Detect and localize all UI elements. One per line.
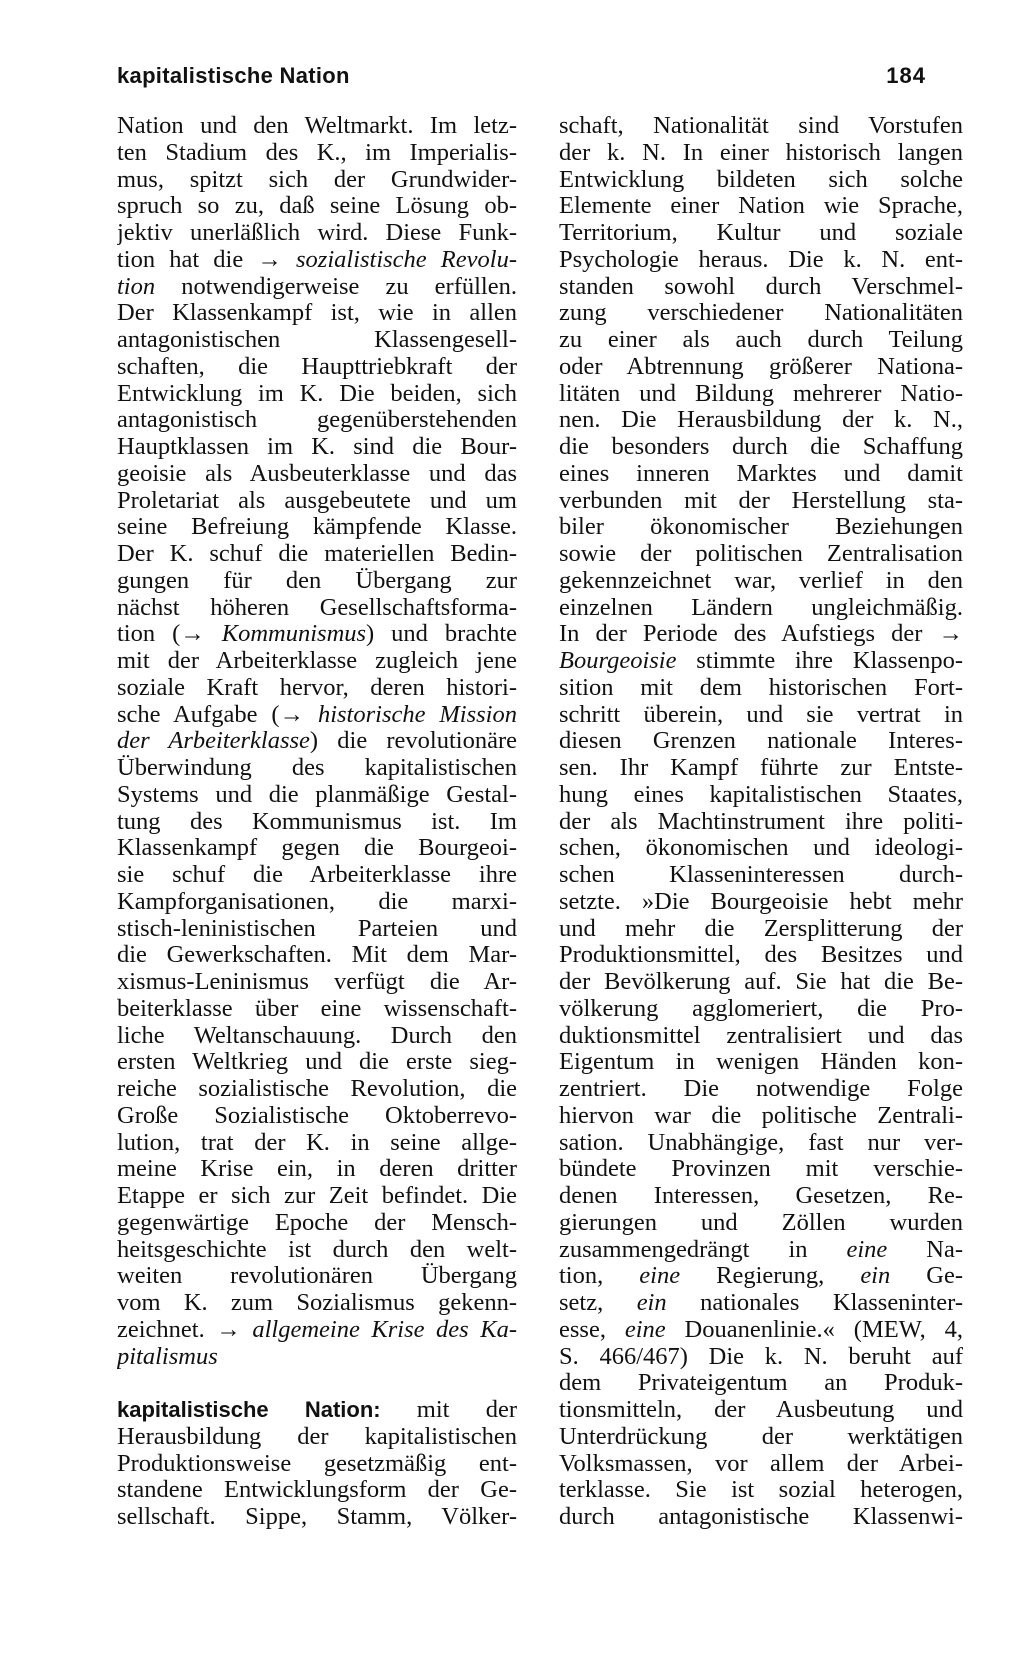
cross-reference-text: eine (846, 1236, 888, 1263)
entry-headword: kapitalistische Nation: (117, 1397, 381, 1422)
text-segment: reiche sozialistische Revolution, die (117, 1076, 517, 1102)
text-segment: antagonistischen Klassengesell- (117, 327, 517, 353)
text-segment: Der Klassenkampf ist, wie in allen (117, 300, 517, 327)
text-line (559, 568, 963, 595)
text-line (117, 193, 517, 220)
text-segment: die Gewerkschaften. Mit dem Mar- (117, 942, 517, 969)
text-line (559, 1130, 963, 1157)
text-line (559, 461, 963, 488)
text-line (117, 1049, 517, 1076)
text-line (117, 969, 517, 996)
text-segment: gegenwärtige Epoche der Mensch- (117, 1209, 517, 1236)
text-line (117, 702, 517, 729)
page-number: 184 (886, 63, 926, 88)
text-segment: heitsgeschichte ist durch den welt- (117, 1236, 517, 1263)
text-line (559, 193, 963, 220)
text-line (117, 300, 517, 327)
cross-reference-text: → sozialistische Revolu- (257, 246, 517, 273)
text-segment: völkerung agglomeriert, die Pro- (559, 995, 963, 1022)
text-line (559, 942, 963, 969)
text-line (117, 1023, 517, 1050)
text-line (559, 220, 963, 247)
text-segment: dem Privateigentum an Produk- (559, 1370, 963, 1397)
text-segment: mit der (380, 1397, 517, 1423)
text-segment: jektiv unerläßlich wird. Diese Funk- (117, 220, 517, 246)
text-segment: spruch so zu, daß seine Lösung ob- (117, 193, 517, 220)
text-segment: sellschaft. Sippe, Stamm, Völker- (117, 1504, 517, 1530)
text-line (117, 1183, 517, 1210)
text-segment: esse, (559, 1316, 625, 1343)
text-line (117, 1451, 517, 1478)
text-segment: Hauptklassen im K. sind die Bour- (117, 434, 517, 460)
text-line (117, 220, 517, 247)
text-segment: geoisie als Ausbeuterklasse und das (117, 460, 517, 487)
text-line (117, 1290, 517, 1317)
text-line (117, 1424, 517, 1451)
text-segment: eines inneren Marktes und damit (559, 460, 963, 487)
text-segment: bündete Provinzen mit verschie- (559, 1156, 963, 1183)
text-segment: Der K. schuf die materiellen Bedin- (117, 541, 517, 567)
text-segment: Eigentum in wenigen Händen kon- (559, 1049, 963, 1076)
text-line (117, 1103, 517, 1130)
text-line (117, 996, 517, 1023)
text-segment: tung des Kommunismus ist. Im (117, 808, 517, 835)
text-segment: Psychologie heraus. Die k. N. ent- (559, 246, 963, 273)
text-line (117, 1317, 517, 1344)
text-line (559, 1290, 963, 1317)
text-segment: seine Befreiung kämpfende Klasse. (117, 514, 517, 541)
text-line (559, 621, 963, 648)
text-line (117, 648, 517, 675)
text-segment: sation. Unabhängige, fast nur ver- (559, 1129, 963, 1156)
running-head: kapitalistische Nation (117, 63, 350, 88)
text-segment: zentriert. Die notwendige Folge (559, 1076, 963, 1102)
text-line (559, 835, 963, 862)
cross-reference-text: pitalismus (117, 1343, 218, 1370)
text-line (117, 889, 517, 916)
text-segment: gungen für den Übergang zur (117, 567, 517, 594)
text-line (559, 300, 963, 327)
text-line (117, 247, 517, 274)
text-segment: standen sowohl durch Verschmel- (559, 273, 963, 300)
text-segment: terklasse. Sie ist sozial heterogen, (559, 1477, 963, 1504)
text-line (559, 1397, 963, 1424)
text-segment: nationales Klasseninter- (666, 1290, 963, 1316)
text-segment: tion, (559, 1263, 640, 1290)
text-segment: nächst höheren Gesellschaftsforma- (117, 594, 517, 621)
text-line (559, 1263, 963, 1290)
text-line (559, 675, 963, 702)
text-line (559, 755, 963, 782)
text-segment: zu einer als auch durch Teilung (559, 327, 963, 353)
text-segment: tion hat die (117, 246, 258, 273)
text-segment: litäten und Bildung mehrerer Natio- (559, 380, 963, 407)
text-segment: vom K. zum Sozialismus gekenn- (117, 1290, 517, 1316)
text-line (559, 1451, 963, 1478)
text-segment: liche Weltanschauung. Durch den (117, 1022, 517, 1049)
text-segment: S. 466/467) Die k. N. beruht auf (559, 1343, 963, 1370)
text-line (559, 113, 963, 140)
text-line (559, 381, 963, 408)
text-segment: duktionsmittel zentralisiert und das (559, 1022, 963, 1049)
cross-reference-text: tion (117, 273, 156, 300)
text-line (117, 862, 517, 889)
text-segment: Kampforganisationen, die marxi- (117, 888, 517, 915)
text-line (117, 916, 517, 943)
text-segment: Elemente einer Nation wie Sprache, (559, 193, 963, 220)
text-segment: weiten revolutionären Übergang (117, 1263, 517, 1290)
text-line (117, 835, 517, 862)
text-line (117, 595, 517, 622)
text-segment: In der Periode des Aufstiegs der → (559, 621, 963, 648)
text-line (117, 675, 517, 702)
text-line (559, 648, 963, 675)
text-line (117, 1477, 517, 1504)
text-segment: stimmte ihre Klassenpo- (676, 648, 963, 674)
text-segment: nen. Die Herausbildung der k. N., (559, 407, 963, 434)
text-segment: und mehr die Zersplitterung der (559, 915, 963, 942)
cross-reference-text: Bourgeoisie (559, 648, 677, 674)
text-segment: sen. Ihr Kampf führte zur Entste- (559, 755, 963, 781)
text-line (559, 782, 963, 809)
text-segment: soziale Kraft hervor, deren histori- (117, 674, 517, 701)
text-line (559, 274, 963, 301)
text-segment: sie schuf die Arbeiterklasse ihre (117, 862, 517, 888)
text-segment: Überwindung des kapitalistischen (117, 755, 517, 781)
text-segment: einzelnen Ländern ungleichmäßig. (559, 594, 963, 621)
text-segment: Territorium, Kultur und soziale (559, 220, 963, 246)
text-segment: schritt überein, und sie vertrat in (559, 701, 963, 728)
text-line (559, 1424, 963, 1451)
text-line (559, 1237, 963, 1264)
text-line (559, 514, 963, 541)
paragraph-gap (117, 1370, 517, 1397)
text-segment: notwendigerweise zu erfüllen. (155, 273, 517, 300)
text-segment: Ge- (890, 1263, 963, 1290)
text-line (117, 1397, 517, 1424)
text-segment: ersten Weltkrieg und die erste sieg- (117, 1049, 517, 1076)
text-segment: schaft, Nationalität sind Vorstufen (559, 113, 963, 139)
text-line (117, 354, 517, 381)
text-line (559, 1504, 963, 1531)
text-line (559, 862, 963, 889)
text-line (559, 1049, 963, 1076)
text-line (559, 407, 963, 434)
text-segment: xismus-Leninismus verfügt die Ar- (117, 969, 517, 995)
text-line (117, 514, 517, 541)
text-segment: die besonders durch die Schaffung (559, 434, 963, 460)
text-segment: sition mit dem historischen Fort- (559, 674, 963, 701)
text-line (559, 1076, 963, 1103)
cross-reference-text: ein (860, 1263, 891, 1290)
text-line (559, 140, 963, 167)
text-segment: der k. N. In einer historisch langen (559, 139, 963, 166)
text-segment: Etappe er sich zur Zeit befindet. Die (117, 1183, 517, 1209)
text-segment: stisch-leninistischen Parteien und (117, 915, 517, 942)
text-segment: Systems und die planmäßige Gestal- (117, 781, 517, 808)
text-segment: der Bevölkerung auf. Sie hat die Be- (559, 969, 963, 995)
right-text-column (559, 113, 963, 1531)
text-segment: denen Interessen, Gesetzen, Re- (559, 1183, 963, 1209)
text-segment: zusammengedrängt in (559, 1236, 847, 1263)
text-line (559, 916, 963, 943)
text-line (117, 327, 517, 354)
text-line (559, 969, 963, 996)
text-segment: antagonistisch gegenüberstehenden (117, 407, 517, 434)
text-line (559, 167, 963, 194)
text-segment: Unterdrückung der werktätigen (559, 1423, 963, 1450)
text-segment: Na- (887, 1236, 963, 1263)
text-line (559, 247, 963, 274)
text-line (117, 568, 517, 595)
cross-reference-text: der Arbeiterklasse (117, 728, 310, 755)
text-segment: tionsmitteln, der Ausbeutung und (559, 1397, 963, 1423)
text-line (559, 728, 963, 755)
text-line (559, 354, 963, 381)
text-segment: Entwicklung bildeten sich solche (559, 166, 963, 193)
text-segment: zeichnet. (117, 1316, 217, 1343)
cross-reference-text: ein (636, 1290, 667, 1316)
text-line (559, 702, 963, 729)
text-segment: der als Machtinstrument ihre politi- (559, 808, 963, 835)
text-segment: ) die revolutionäre (309, 728, 517, 755)
text-segment: schaften, die Haupttriebkraft der (117, 353, 517, 380)
text-segment: tion ( (117, 621, 181, 648)
cross-reference-text: eine (639, 1263, 681, 1290)
text-segment: hung eines kapitalistischen Staates, (559, 781, 963, 808)
text-line (559, 541, 963, 568)
text-line (559, 327, 963, 354)
text-line (117, 1210, 517, 1237)
text-line (117, 140, 517, 167)
cross-reference-text: → allgemeine Krise des Ka- (216, 1316, 517, 1343)
text-line (559, 595, 963, 622)
text-line (117, 407, 517, 434)
text-segment: beiterklasse über eine wissenschaft- (117, 995, 517, 1022)
text-line (117, 434, 517, 461)
text-line (559, 1156, 963, 1183)
text-line (559, 1317, 963, 1344)
text-segment: biler ökonomischer Beziehungen (559, 514, 963, 541)
text-line (559, 488, 963, 515)
text-line (117, 1263, 517, 1290)
left-text-column (117, 113, 517, 1531)
text-line (117, 167, 517, 194)
text-segment: Große Sozialistische Oktoberrevo- (117, 1102, 517, 1129)
page-header (117, 58, 926, 94)
text-line (117, 782, 517, 809)
text-line (559, 889, 963, 916)
text-segment: hiervon war die politische Zentrali- (559, 1102, 963, 1129)
text-segment: gekennzeichnet war, verlief in den (559, 567, 963, 594)
text-segment: gierungen und Zöllen wurden (559, 1209, 963, 1236)
text-line (117, 809, 517, 836)
text-line (117, 1237, 517, 1264)
text-line (117, 461, 517, 488)
text-segment: sowie der politischen Zentralisation (559, 541, 963, 567)
text-line (559, 809, 963, 836)
cross-reference-text: → Kommunismus (180, 621, 367, 648)
text-segment: mus, spitzt sich der Grundwider- (117, 166, 517, 193)
text-segment: Produktionsmittel, des Besitzes und (559, 942, 963, 969)
text-line (117, 1130, 517, 1157)
cross-reference-text: eine (624, 1316, 666, 1343)
text-segment: verbunden mit der Herstellung sta- (559, 487, 963, 514)
text-segment: Nation und den Weltmarkt. Im letz- (117, 113, 517, 139)
text-segment: oder Abtrennung größerer Nationa- (559, 353, 963, 380)
text-segment: meine Krise ein, in deren dritter (117, 1156, 517, 1183)
text-line (117, 541, 517, 568)
text-line (559, 1210, 963, 1237)
text-segment: Entwicklung im K. Die beiden, sich (117, 380, 517, 407)
text-line (559, 996, 963, 1023)
text-line (117, 728, 517, 755)
text-segment: durch antagonistische Klassenwi- (559, 1504, 963, 1530)
text-line (559, 1477, 963, 1504)
text-line (117, 1344, 517, 1371)
text-segment: Douanenlinie.« (MEW, 4, (665, 1316, 963, 1343)
text-line (559, 1344, 963, 1371)
text-segment: Proletariat als ausgebeutete und um (117, 487, 517, 514)
text-segment: Produktionsweise gesetzmäßig ent- (117, 1450, 517, 1477)
text-line (117, 113, 517, 140)
text-segment: sche Aufgabe ( (117, 701, 280, 728)
text-segment: standene Entwicklungsform der Ge- (117, 1477, 517, 1504)
text-line (559, 1023, 963, 1050)
text-line (559, 1103, 963, 1130)
text-line (117, 1156, 517, 1183)
text-segment: lution, trat der K. in seine allge- (117, 1129, 517, 1156)
text-segment: ten Stadium des K., im Imperialis- (117, 139, 517, 166)
text-line (117, 381, 517, 408)
text-line (117, 755, 517, 782)
text-segment: diesen Grenzen nationale Interes- (559, 728, 963, 755)
text-line (117, 1076, 517, 1103)
text-segment: Klassenkampf gegen die Bourgeoi- (117, 835, 517, 862)
text-line (117, 488, 517, 515)
text-segment: setz, (559, 1290, 637, 1316)
text-line (117, 942, 517, 969)
text-line (559, 1183, 963, 1210)
text-segment: Regierung, (680, 1263, 861, 1290)
text-segment: zung verschiedener Nationalitäten (559, 300, 963, 327)
cross-reference-text: → historische Mission (279, 701, 517, 728)
text-segment: Herausbildung der kapitalistischen (117, 1423, 517, 1450)
text-segment: mit der Arbeiterklasse zugleich jene (117, 648, 517, 674)
text-line (559, 434, 963, 461)
text-segment: schen Klasseninteressen durch- (559, 862, 963, 888)
text-segment: schen, ökonomischen und ideologi- (559, 835, 963, 862)
text-line (117, 1504, 517, 1531)
text-segment: ) und brachte (366, 621, 517, 648)
text-line (117, 621, 517, 648)
text-line (117, 274, 517, 301)
text-segment: Volksmassen, vor allem der Arbei- (559, 1450, 963, 1477)
text-segment: setzte. »Die Bourgeoisie hebt mehr (559, 888, 963, 915)
text-line (559, 1370, 963, 1397)
